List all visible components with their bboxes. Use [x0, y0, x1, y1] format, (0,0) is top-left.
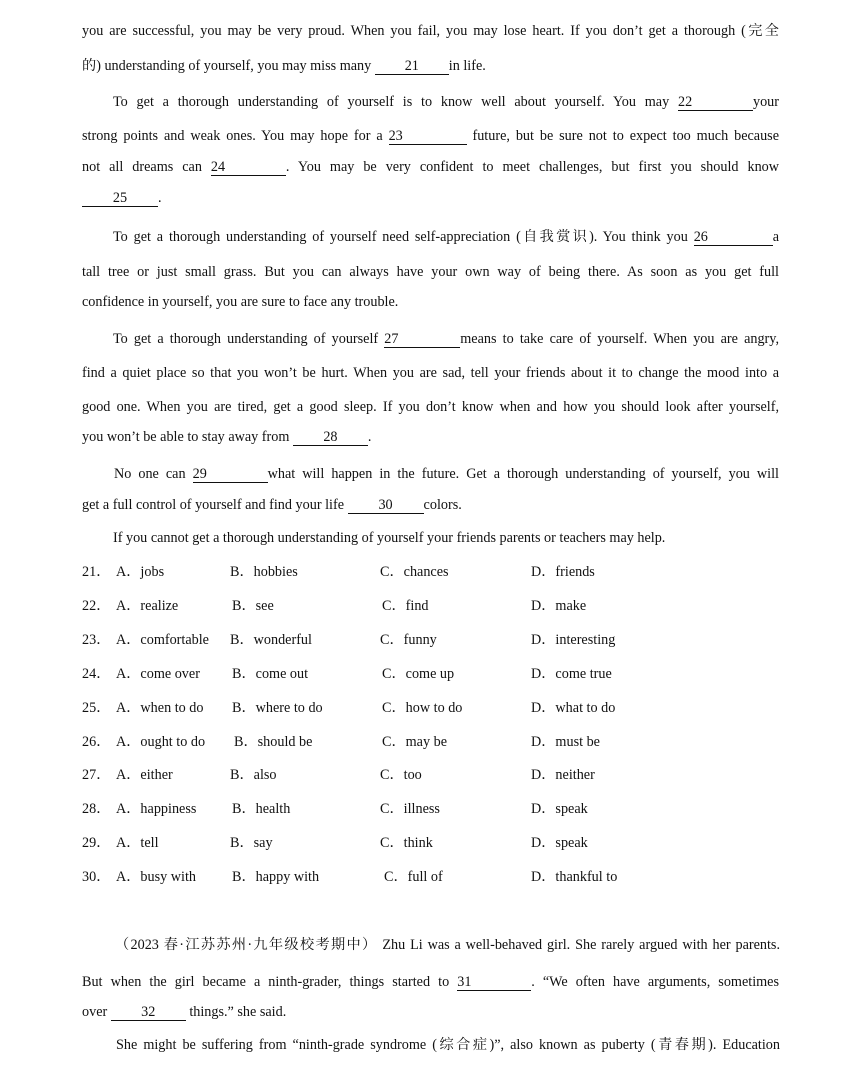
text: . [158, 190, 162, 206]
option-b[interactable]: B．say [230, 835, 273, 851]
option-b[interactable]: B．health [232, 801, 291, 817]
option-b[interactable]: B．happy with [232, 869, 320, 885]
option-b[interactable]: B．hobbies [230, 564, 298, 580]
paragraph-line [82, 364, 779, 382]
text: To get a thorough understanding of yourself is to know well about yourself. You may [113, 94, 678, 110]
text: in life. [448, 58, 486, 74]
blank-32[interactable]: 32 [111, 1005, 186, 1021]
question-number: 22． [82, 598, 111, 614]
paragraph-line [82, 428, 779, 446]
text: things.” she said. [185, 1004, 287, 1020]
paragraph-line [115, 936, 780, 954]
text: not all dreams can [82, 159, 211, 175]
option-a[interactable]: A．busy with [116, 869, 197, 885]
option-b[interactable]: B．wonderful [230, 632, 312, 648]
option-d[interactable]: D．speak [531, 801, 588, 817]
paragraph-line [82, 189, 779, 207]
option-c[interactable]: C．funny [380, 632, 437, 648]
option-a[interactable]: A．comfortable [116, 632, 209, 648]
option-a[interactable]: A．when to do [116, 700, 204, 716]
question-number: 24． [82, 666, 111, 682]
paragraph-line [82, 1003, 779, 1021]
text: over [82, 1004, 111, 1020]
text: （2023 春·江苏苏州·九年级校考期中） Zhu Li was a well-behaved girl. She rarely argued with her parents. [115, 937, 780, 953]
text: you won’t be able to stay away from [82, 429, 293, 445]
option-c[interactable]: C．come up [382, 666, 455, 682]
text: She might be suffering from “ninth-grade syndrome (综合症)”, also known as puberty (青春期). Education [116, 1037, 780, 1053]
option-c[interactable]: C．chances [380, 564, 449, 580]
blank-27[interactable]: 27 [384, 332, 460, 348]
text: means to take care of yourself. When you are angry, [460, 331, 779, 347]
paragraph-line [82, 263, 779, 281]
blank-26[interactable]: 26 [694, 230, 773, 246]
paragraph-line [114, 465, 779, 483]
text: To get a thorough understanding of yourself [113, 331, 385, 347]
option-b[interactable]: B．see [232, 598, 274, 614]
blank-25[interactable]: 25 [82, 191, 158, 207]
paragraph-line [82, 127, 779, 145]
option-d[interactable]: D．neither [531, 767, 595, 783]
question-number: 28． [82, 801, 111, 817]
text: . You may be very confident to meet challenges, but first you should know [285, 159, 779, 175]
option-d[interactable]: D．speak [531, 835, 588, 851]
text: a [772, 229, 779, 245]
paragraph-line [82, 158, 779, 176]
option-d[interactable]: D．thankful to [531, 869, 618, 885]
text: what will happen in the future. Get a thorough understanding of yourself, you will [267, 466, 779, 482]
option-a[interactable]: A．realize [116, 598, 179, 614]
blank-23[interactable]: 23 [389, 129, 467, 145]
option-b[interactable]: B．should be [234, 734, 313, 750]
option-c[interactable]: C．think [380, 835, 433, 851]
paragraph-line [82, 22, 779, 40]
question-number: 27． [82, 767, 111, 783]
blank-29[interactable]: 29 [193, 467, 268, 483]
option-a[interactable]: A．jobs [116, 564, 165, 580]
question-number: 21． [82, 564, 111, 580]
option-a[interactable]: A．tell [116, 835, 159, 851]
option-c[interactable]: C．illness [380, 801, 440, 817]
text: you are successful, you may be very proud. When you fail, you may lose heart. If you don’t get a thorough (完全 [82, 23, 779, 39]
paragraph-line [82, 293, 779, 311]
paragraph-line [113, 228, 779, 246]
paragraph-line [113, 93, 779, 111]
option-d[interactable]: D．come true [531, 666, 612, 682]
text: colors. [423, 497, 462, 513]
option-d[interactable]: D．what to do [531, 700, 616, 716]
text: tall tree or just small grass. But you can always have your own way of being there. As soon as you get full [82, 264, 779, 280]
text: future, but be sure not to expect too much because [466, 128, 779, 144]
text: confidence in yourself, you are sure to face any trouble. [82, 294, 399, 310]
text: To get a thorough understanding of yourself need self-appreciation (自我赏识). You think you [113, 229, 694, 245]
question-number: 23． [82, 632, 111, 648]
option-c[interactable]: C．how to do [382, 700, 463, 716]
text: good one. When you are tired, get a good sleep. If you don’t know when and how you should look after yourself, [82, 399, 779, 415]
text: But when the girl became a ninth-grader, things started to [82, 974, 458, 990]
option-a[interactable]: A．either [116, 767, 173, 783]
option-b[interactable]: B．also [230, 767, 277, 783]
option-d[interactable]: D．make [531, 598, 587, 614]
text: 的) understanding of yourself, you may miss many [82, 58, 375, 74]
paragraph-line [113, 529, 810, 547]
option-a[interactable]: A．happiness [116, 801, 197, 817]
option-b[interactable]: B．where to do [232, 700, 323, 716]
paragraph-line [82, 973, 779, 991]
text: get a full control of yourself and find your life [82, 497, 348, 513]
option-c[interactable]: C．full of [384, 869, 443, 885]
option-d[interactable]: D．friends [531, 564, 595, 580]
option-c[interactable]: C．find [382, 598, 429, 614]
text: . “We often have arguments, sometimes [531, 974, 779, 990]
option-d[interactable]: D．must be [531, 734, 600, 750]
option-c[interactable]: C．may be [382, 734, 448, 750]
text: your [752, 94, 779, 110]
paragraph-line [82, 57, 779, 75]
blank-30[interactable]: 30 [348, 498, 424, 514]
question-number: 30． [82, 869, 111, 885]
question-number: 26． [82, 734, 111, 750]
text: If you cannot get a thorough understanding of yourself your friends parents or teachers may help. [113, 530, 666, 546]
blank-22[interactable]: 22 [678, 95, 753, 111]
question-number: 29． [82, 835, 111, 851]
text: . [367, 429, 372, 445]
paragraph-line [82, 398, 779, 416]
text: strong points and weak ones. You may hope for a [82, 128, 389, 144]
text: No one can [114, 466, 193, 482]
paragraph-line [82, 496, 779, 514]
paragraph-line [116, 1036, 780, 1054]
option-d[interactable]: D．interesting [531, 632, 616, 648]
blank-31[interactable]: 31 [457, 975, 531, 991]
blank-28[interactable]: 28 [293, 430, 368, 446]
blank-24[interactable]: 24 [211, 160, 286, 176]
text: find a quiet place so that you won’t be hurt. When you are sad, tell your friends about it to change the mood into a [82, 365, 779, 381]
paragraph-line [113, 330, 779, 348]
option-a[interactable]: A．come over [116, 666, 200, 682]
question-number: 25． [82, 700, 111, 716]
option-a[interactable]: A．ought to do [116, 734, 206, 750]
blank-21[interactable]: 21 [375, 59, 449, 75]
option-b[interactable]: B．come out [232, 666, 309, 682]
option-c[interactable]: C．too [380, 767, 422, 783]
